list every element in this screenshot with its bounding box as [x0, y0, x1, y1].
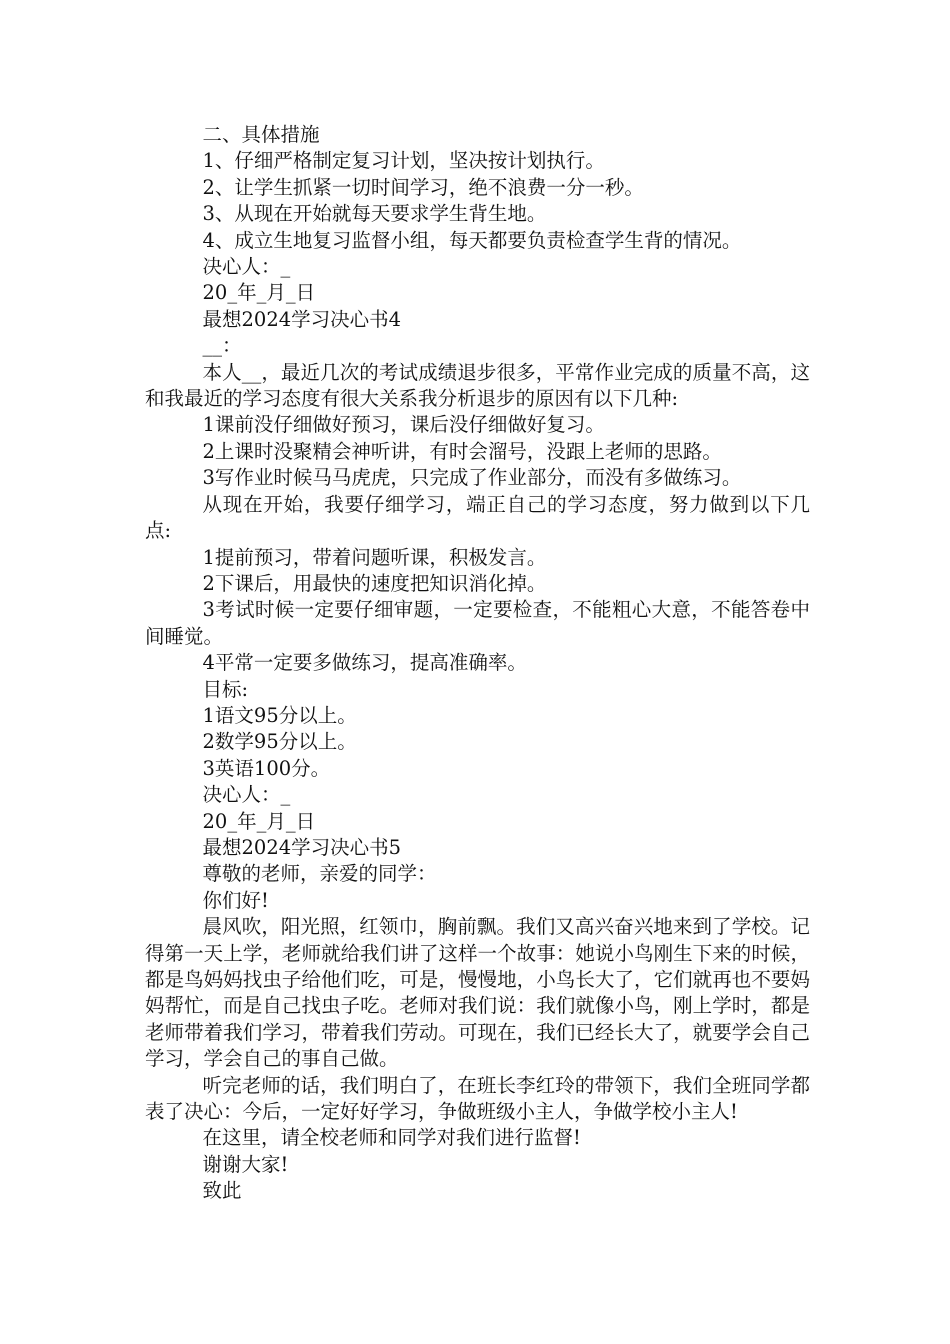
reason-item: 1课前没仔细做好预习，课后没仔细做好复习。: [202, 413, 605, 437]
measure-item: 4、成立生地复习监督小组，每天都要负责检查学生背的情况。: [202, 228, 742, 252]
plan-item: 2下课后，用最快的速度把知识消化掉。: [202, 571, 547, 595]
measure-item: 2、让学生抓紧一切时间学习，绝不浪费一分一秒。: [202, 175, 644, 199]
body-paragraph: 晨风吹，阳光照，红领巾，胸前飘。我们又高兴奋兴地来到了学校。记得第一天上学，老师就给我们讲了这样一个故事：她说小鸟刚生下来的时候，都是鸟妈妈找虫子给他们吃，可是，慢慢地，小鸟长大了，它们就再也不要妈妈帮忙，而是自己找虫子吃。老师对我们说：我们就像小鸟，刚上学时，都是老师带着我们学习，带着我们劳动。可现在，我们已经长大了，就要学会自己学习，学会自己的事自己做。: [145, 915, 810, 1071]
plan-item: 3考试时候一定要仔细审题，一定要检查，不能粗心大意，不能答卷中间睡觉。: [145, 598, 810, 648]
letter-title: 最想2024学习决心书5: [202, 835, 402, 859]
greeting: 你们好!: [202, 888, 269, 912]
goal-item: 1语文95分以上。: [202, 703, 357, 727]
date-line: 20_年_月_日: [202, 281, 316, 305]
signer-line: 决心人：_: [202, 255, 291, 279]
goal-item: 3英语100分。: [202, 756, 331, 780]
body-paragraph: 听完老师的话，我们明白了，在班长李红玲的带领下，我们全班同学都表了决心：今后，一定好好学习，争做班级小主人，争做学校小主人!: [145, 1073, 810, 1124]
closing-line: 致此: [202, 1179, 242, 1203]
measure-item: 3、从现在开始就每天要求学生背生地。: [202, 202, 547, 226]
date-line: 20_年_月_日: [202, 809, 316, 833]
reason-item: 3写作业时候马马虎虎，只完成了作业部分，而没有多做练习。: [202, 466, 742, 490]
goal-heading: 目标:: [202, 677, 249, 701]
salutation: __：: [202, 334, 242, 358]
body-paragraph: 在这里，请全校老师和同学对我们进行监督!: [202, 1126, 581, 1150]
body-paragraph: 从现在开始，我要仔细学习，端正自己的学习态度，努力做到以下几点:: [145, 492, 810, 543]
plan-item: 4平常一定要多做练习，提高准确率。: [202, 651, 527, 675]
section-heading: 二、具体措施: [202, 123, 320, 146]
letter-title: 最想2024学习决心书4: [202, 307, 402, 331]
measure-item: 1、仔细严格制定复习计划，坚决按计划执行。: [202, 149, 605, 173]
body-paragraph: 本人__，最近几次的考试成绩退步很多，平常作业完成的质量不高，这和我最近的学习态度有很大关系我分析退步的原因有以下几种:: [145, 360, 810, 411]
goal-item: 2数学95分以上。: [202, 730, 357, 754]
signer-line: 决心人：_: [202, 783, 291, 807]
plan-item: 1提前预习，带着问题听课，积极发言。: [202, 545, 547, 569]
salutation: 尊敬的老师，亲爱的同学：: [202, 862, 437, 886]
reason-item: 2上课时没聚精会神听讲，有时会溜号，没跟上老师的思路。: [202, 439, 722, 463]
document-body: [145, 122, 810, 1205]
closing-thanks: 谢谢大家!: [202, 1152, 289, 1176]
